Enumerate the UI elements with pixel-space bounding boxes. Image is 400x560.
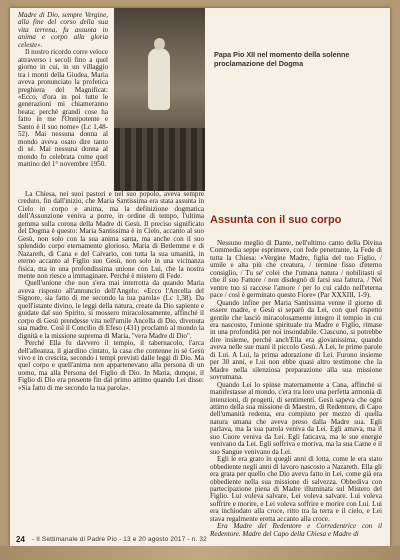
section-heading: Assunta con il suo corpo <box>210 214 342 226</box>
left-bottom-column <box>18 191 204 392</box>
page-number: 24 <box>16 535 25 544</box>
article-paragraph: Il nostro ricordo corre veloce attraverso i secoli fino a quel giorno in cui, in un villaggio tra i monti della Giudea, Maria aveva pronunciato la profetica preghiera del Magnificat: «Ecco, d'ora in poi tutte le generazioni mi chiameranno beata; perché grandi cose ha fatto in me l'Onnipotente e Santo è il suo nome» (Lc 1,48-52). Mai nessuna donna al mondo aveva osato dire tanto di sé. Mai nessuna donna al mondo fu celebrata come quel mattino del 1° novembre 1950. <box>18 48 108 169</box>
article-paragraph: Madre di Dio, sempre Vergine, alla fine del corso della sua vita terrena, fu assunta in anima e corpo alla gloria celeste». <box>18 11 108 49</box>
right-column <box>210 240 382 538</box>
magazine-page <box>10 8 390 546</box>
article-paragraph: Perché Ella fu davvero il tempio, il tabernacolo, l'arca dell'alleanza, il giardino cintato, la casa che contenne in sé Gesù vivo e in crescita, secondo i tempi previsti dalle leggi di Dio. Ma quel corpo e quell'anima non appartenevano alla persona di un uomo, ma alla Persona del Figlio di Dio. In Maria, dunque, il Figlio di Dio era presente fin dal primo attimo quando Lei disse: «Sia fatto di me secondo la tua parola». <box>18 339 204 392</box>
crowd-figures <box>114 128 205 191</box>
footer-text: - Il Settimanale di Padre Pio - 13 e 20 agosto 2017 - n. 32 <box>32 536 207 543</box>
pope-figure <box>148 48 170 110</box>
pope-photo <box>114 8 205 191</box>
article-paragraph: Quell'unione che non s'era mai interrotta da quando Maria aveva risposto all'annuncio dell'Angelo: «Ecco l'Ancella del Signore, sia fatto di me secondo la tua parola» (Lc 1,38). Da quell'istante divino, le leggi della natura, create da Dio sapiente e guidate dal suo Spirito, si mossero miracolosamente, affinché il corpo di Gesù prendesse vita nell'umile Ancella di Dio, divenuta sua madre. Così il Concilio di Efeso (431) proclamò al mondo la dignità e la missione suprema di Maria, "vera Madre di Dio". <box>18 279 204 340</box>
photo-caption: Papa Pio XII nel momento della solenne proclamazione del Dogma <box>214 50 350 68</box>
article-paragraph: Era Madre del Redentore e Corredentrice con il Redentore. Madre del Capo della Chiesa e Madre di <box>210 522 382 538</box>
page-footer <box>10 535 390 546</box>
article-paragraph: Quando Lei lo spinse maternamente a Cana, affinché si manifestasse al mondo, c'era tra loro una perfetta armonia di intenzioni, di progetti, di sentimenti. Gesù sapeva che ogni attimo della sua missione di Maestro, di Redentore, di Capo dell'umanità redenta, era compiuto per mezzo di quella natura umana che aveva preso dalla Madre sua. Egli parlava, ma la sua parola veniva da Lei. Egli amava, ma il suo Cuore veniva da Lei. Egli faticava, ma le sue energie venivano da Lei. Egli soffriva e moriva, ma la sua Carne e il suo Sangue venivano da Lei. <box>210 380 382 456</box>
article-paragraph: La Chiesa, nei suoi pastori e nel suo popolo, aveva sempre creduto, fin dall'inizio, che Maria Santissima era stata assunta in Cielo in corpo e anima, ma la definizione dogmatica dell'Assunzione veniva a porre, in ordine di tempo, l'ultima gemma sulla corona della Madre di Gesù. Il preciso significato del Dogma è questo: Maria Santissima è in Cielo, accanto al suo Gesù, non solo con la sua anima santa, ma anche con il suo splendido corpo eternamente glorioso. Maria di Betlemme e di Nazareth, di Cana e del Calvario, con tutta la sua umanità, in eterno accanto al Figlio suo Gesù, non solo in una vicinanza fisica, ma in una profondissima unione con Lui, che la nostra mente non riesce a immaginare. Perché è mistero di Fede. <box>18 190 204 280</box>
background-strip <box>0 546 400 560</box>
article-paragraph: Quando infine per Maria Santissima venne il giorno di essere madre, e Gesù si separò da Lei, con quel rispetto gentile che lasciò miracolosamente integro il tempio in cui era nascosto, l'unione spirituale tra Madre e Figlio, rimase in una profondità per noi insondabile. Ciascuno, si potrebbe dire insieme, perché anch'Ella era giovanissima, quando aveva nelle sue mani il piccolo Gesù. A Lei, le prime parole di Lui. A Lui, la prima adorazione di Lei. Furono insieme per 30 anni, e Lui non ebbe quasi altro testimone che la Madre nella silenziosa preparazione alla sua missione sovrumana. <box>210 298 382 382</box>
pope-head <box>154 38 165 50</box>
article-paragraph: Egli le era grato in quegli anni di lotta, come le era stato obbediente negli anni di lavoro nascosto a Nazareth. Ella gli era grata per quello che Dio aveva fatto in Lei, come già era obbediente nella sua missione di salvezza. Obbediva con partecipazione piena di Madre illuminata sul Mistero del Figlio. Lui voleva salvare, Lei voleva salvare. Lui voleva soffrire e morire, e Lei voleva soffrire e morire con Lui. Lui era inchiodato alla croce, ritto tra la terra e il cielo, e Lei stava regalmente eretta accanto alla croce. <box>210 455 382 523</box>
left-top-column <box>18 12 108 169</box>
article-paragraph: Nessuno meglio di Dante, nell'ultimo canto della Divina Commedia seppe esprimere, con fede penetrante, la Fede di tutta la Chiesa: «Vergine Madre, figlia del tuo Figlio, / umile e alta più che creatura, / termine fisso d'eterno consiglio, / Tu se' colei che l'umana natura / nobilitasti sì che il suo Fattore / non disdegnò di farsi sua fattura. / Nel ventre tuo si raccese l'amore / per lo cui caldo nell'eterna pace / così è germinato questo Fiore» (Par XXXIII, 1-9). <box>210 239 382 300</box>
